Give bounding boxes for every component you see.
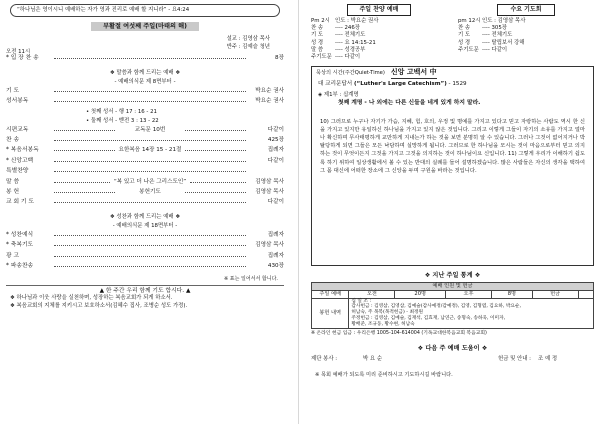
meeting-tables [311, 4, 594, 62]
bulletin-right-page [305, 0, 600, 424]
stats-heading: ❖ 지난 주일 통계 ❖ [424, 271, 481, 279]
bulletin-left-page [0, 0, 292, 424]
sunday-praise-title: 주일 찬양 예배 [347, 4, 412, 16]
table-row: 찬 송 ---- 305장 [458, 24, 507, 31]
duty-footnote: ※ 목회 예배가 되도록 미리 준비하시고 기도하시길 바랍니다. [315, 372, 453, 379]
order-row-gospel: * 복음서봉독 요한복음 14장 15 - 21절 집례자 [6, 147, 284, 154]
reading-second: • 둘째 성서 - 벧전 3 : 13 - 22 [86, 117, 159, 124]
section-heading-word: ❖ 말씀과 함께 드리는 예배 ❖ [109, 69, 181, 76]
table-row: 성 경 ---- 요 14:15-21 [311, 39, 376, 46]
catechism-book: 대 교리문답서 (“Luther's Large Catechism”) - 1529 [318, 80, 467, 87]
order-row-benediction: * 축복기도 김영삼 목사 [6, 242, 284, 249]
order-row-sermon: 말 씀 “복 있고 더 나은 그리스도인” 김영삼 목사 [6, 178, 285, 185]
order-row-scripture: 성서봉독 박요순 권사 [6, 98, 284, 105]
catechism-body: 10) 그러므로 누구나 자기가 가슴, 지혜, 힘, 호의, 우정 및 명예를 가지고 있다고 믿고 자랑하는 사람도 역시 한 신을 가지고 있지만 유일하신 하나님을 가지고 있지 않은 것입니다. 그리고 이렇게 그들이 자기의 소유를 가지고 얼마나 확신하며 무사태평하게 교만하게 지내는가 하는 것을 보면 분명히 알 수 있습니다. 그러나 그것이 없어지거나 박탈당하게 되면 그들은 모든 낙담하며 실망하게 됩니다. 그러므로 한 하나님을 모시는 것이 마음으로부터 믿고 의지하는 것이 무엇이든지 그것을 가지고 그것을 의지하는 것이 하나님이요 신입니다. 11) 그렇게 우리가 이해하기 쉽도록 하기 위하여 일상생활에서 볼 수 있는 반대의 실례를 들어 설명하겠습니다. 많은 사람들은 자신의 생각을 택하여 그 몸 대신에 어떠한 장소에 그 신앙을 두며 구원을 바라는 것입니다. [320, 118, 585, 174]
table-row: 기 도 ---- 전체기도 [311, 32, 366, 39]
order-row-sending-hymn: * 파송찬송 430장 [6, 262, 284, 269]
divider [6, 285, 284, 286]
prayer-item: ❖ 하나님과 이웃 사랑을 실천하며, 성장하는 복음교회가 되게 하소서. [10, 294, 173, 301]
online-account: ※ 온라인 헌금 입금 : 우리은행 1005-104-614004 (기독교대한복음교회 복음교회) [311, 330, 487, 336]
standing-note: ※ 표는 일어서서 합니다. [223, 276, 278, 283]
wednesday-prayer-table [458, 4, 594, 62]
order-row-creed: * 신앙고백 다같이 [6, 157, 284, 164]
preacher: 설교 : 김영삼 목사 [226, 35, 270, 42]
offering-table [311, 282, 594, 329]
offering-detail-label: 봉헌 내역 [312, 298, 349, 328]
order-row-hymn: 찬 송 425장 [6, 137, 284, 144]
catechism-title: 신앙 고백서 中 [391, 68, 437, 79]
table-row: 찬 송 ---- 246장 [311, 24, 360, 31]
order-row-communion: * 성찬예식 집례자 [6, 231, 284, 238]
offering-detail-row: 봉헌 내역 십 일 조 : 감사헌금 : 김영삼, 김영삼, 김예슬(감사예정/감예정), 김영, 김형엽, 김요하, 박요순, 허남숙, 주 목복(목적헌금) - 최정원 주정헌금 : 김영삼, 김예슬, 김재석, 김효재, 남연근, 송형숙, 송하욱, 이미자, 황배준, 조규동, 황수현, 허남숙 [312, 298, 594, 328]
reading-first: • 첫째 성서 - 행 17 : 16 - 21 [86, 108, 157, 115]
order-row-opening-hymn [6, 55, 284, 65]
order-row-announcements: 광 고 집례자 [6, 252, 284, 259]
order-row-church-prayer: 교 회 기 도 다같이 [6, 199, 284, 206]
attendance-row: 주일 예배 오전 20명 오후 8명 헌금 [312, 290, 594, 298]
order-leader: 8장 [275, 55, 284, 62]
table-row: Pm 2시 인도 : 박요순 권사 [311, 17, 379, 24]
catechism-part: ◈ 제1부 : 십계명 [318, 91, 359, 98]
catechism-box [311, 66, 594, 266]
accompanist: 반주 : 김예슬 청년 [226, 43, 270, 50]
order-row-special-music: 특별찬양 [6, 168, 284, 178]
bible-verse: “하나님은 영이시니 예배하는 자가 영과 진리로 예배 할 지니라” - 요4:24 [17, 7, 190, 13]
section-heading-sacrament: ❖ 성찬과 함께 드리는 예배 ❖ [109, 213, 181, 220]
duty-row: 제단 봉사 : 박 요 순 헌금 및 안내 : 조 예 정 [311, 355, 558, 362]
service-title: 부활절 여섯째 주일(마태의 해) [6, 23, 284, 31]
table-row: 기 도 ---- 전체기도 [458, 32, 513, 39]
catechism-subtitle: 묵상의 시간(주간Quiet-Time) [316, 69, 385, 76]
sermon-title: “복 있고 더 나은 그리스도인” [113, 178, 187, 185]
section-subheading-word: - 예배의식문 제 8면부터 - [114, 78, 176, 85]
order-row-offering: 봉 헌 봉헌기도 김영삼 목사 [6, 188, 284, 195]
bible-verse-box [10, 4, 280, 17]
duty-heading: ❖ 다음 주 예배 도움이 ❖ [417, 344, 488, 352]
page-fold [298, 0, 299, 424]
sunday-praise-table [311, 4, 447, 62]
table-row: 주기도문 ---- 다같이 [458, 47, 508, 54]
table-row: 성 경 ---- 탈립보서 강해 [458, 39, 525, 46]
section-subheading-sacrament: - 예배의식문 제 18면부터 - [112, 222, 178, 229]
table-row: pm 12시 인도 : 김영삼 목사 [458, 17, 526, 24]
table-row: 주기도문 ---- 다같이 [311, 54, 361, 61]
prayer-heading: ▲ 한 주간 우리 함께 기도 합시다. ▲ [99, 287, 191, 294]
order-row-psalm: 시편교독 교독문 10번 다같이 [6, 126, 284, 133]
order-label: * 입 장 찬 송 [6, 55, 39, 62]
wednesday-prayer-title: 수요 기도회 [497, 4, 554, 16]
service-time: 오전 11시 [6, 48, 31, 55]
table-row: 말 씀 ---- 성경공부 [311, 47, 366, 54]
order-row-prayer: 기 도 박요순 권사 [6, 87, 284, 94]
prayer-item: ❖ 복음교회의 지체를 지키시고 보호하소서(김혜수 집사, 조병순 성도 가정). [10, 303, 188, 310]
offering-table-title: 예배 인원 및 헌금 [312, 282, 594, 290]
catechism-commandment: 첫째 계명 - 나 외에는 다른 신들을 네게 있게 하지 말라. [338, 100, 481, 107]
